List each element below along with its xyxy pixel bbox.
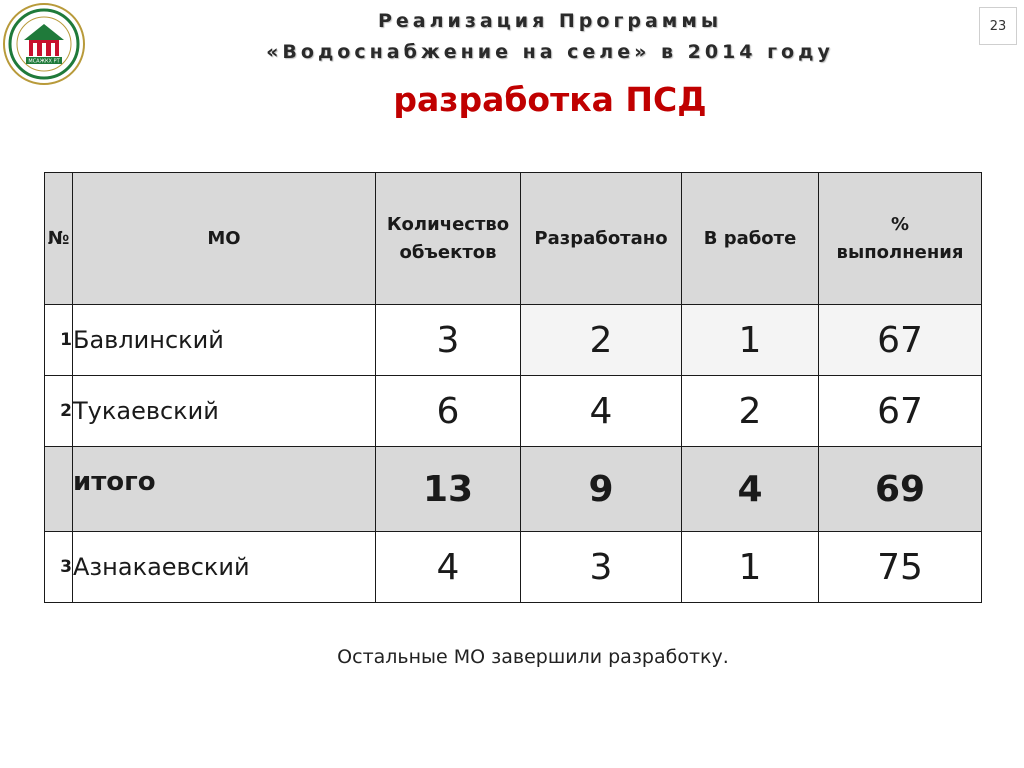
row-mo: Бавлинский [73, 305, 376, 376]
row-developed: 3 [521, 532, 682, 603]
row-percent: 67 [819, 376, 982, 447]
row-mo: Азнакаевский [73, 532, 376, 603]
slide-subtitle: разработка ПСД [393, 80, 707, 119]
header-percent [819, 173, 982, 305]
page-number: 23 [979, 7, 1017, 45]
organization-logo [2, 2, 86, 86]
row-percent: 67 [819, 305, 982, 376]
row-count: 13 [376, 447, 521, 532]
row-num: 2 [45, 376, 73, 447]
row-percent: 75 [819, 532, 982, 603]
row-in-progress: 1 [682, 532, 819, 603]
row-in-progress: 2 [682, 376, 819, 447]
row-num: 3 [45, 532, 73, 603]
footnote: Остальные МО завершили разработку. [337, 646, 729, 668]
row-developed: 2 [521, 305, 682, 376]
title-line-2: «Водоснабжение на селе» в 2014 году [266, 41, 834, 63]
header-percent-line1: % [890, 213, 910, 235]
row-count: 6 [376, 376, 521, 447]
table-header-row [45, 173, 982, 305]
table-row [45, 376, 982, 447]
title-line-1: Реализация Программы [377, 10, 723, 32]
results-table [44, 172, 982, 603]
table-total-row [45, 447, 982, 532]
header-count [376, 173, 521, 305]
header-count-line2: объектов [399, 241, 497, 263]
row-num [45, 447, 73, 532]
header-in-progress: В работе [682, 173, 819, 305]
row-developed: 4 [521, 376, 682, 447]
header-num: № [45, 173, 73, 305]
row-developed: 9 [521, 447, 682, 532]
table-row [45, 305, 982, 376]
row-count: 4 [376, 532, 521, 603]
row-count: 3 [376, 305, 521, 376]
slide-title [160, 6, 940, 68]
logo-text: МСАЖКХ РТ [28, 58, 60, 65]
table-row [45, 532, 982, 603]
header-count-line1: Количество [386, 213, 510, 235]
row-in-progress: 1 [682, 305, 819, 376]
row-percent: 69 [819, 447, 982, 532]
row-num: 1 [45, 305, 73, 376]
header-percent-line2: выполнения [836, 241, 964, 263]
row-mo: Тукаевский [73, 376, 376, 447]
row-mo: итого [73, 447, 376, 532]
header-mo: МО [73, 173, 376, 305]
header-developed: Разработано [521, 173, 682, 305]
row-in-progress: 4 [682, 447, 819, 532]
